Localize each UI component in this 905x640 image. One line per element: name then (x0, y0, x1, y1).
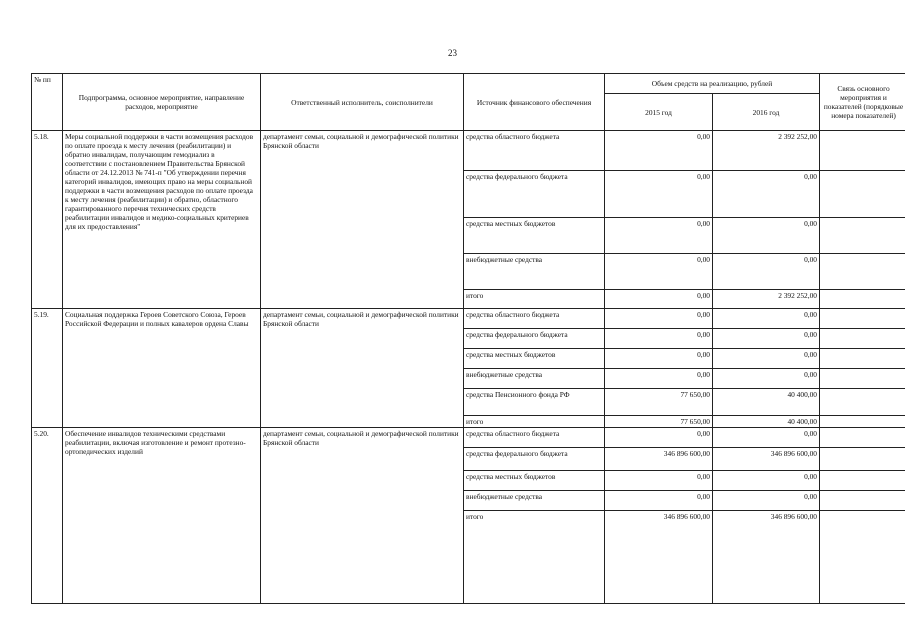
indicator-link-cell (820, 389, 905, 416)
section-number: 5.18. (32, 131, 63, 309)
funding-source: внебюджетные средства (464, 369, 605, 389)
amount-2015: 0,00 (605, 349, 713, 369)
header-link: Связь основного мероприятия и показателей (порядковые номера показателей) (820, 74, 905, 131)
amount-2016: 0,00 (713, 369, 820, 389)
indicator-link-cell (820, 171, 905, 218)
table-row (32, 131, 905, 171)
amount-2016: 0,00 (713, 428, 820, 448)
funding-source: средства федерального бюджета (464, 171, 605, 218)
amount-2016: 2 392 252,00 (713, 131, 820, 171)
amount-2015: 346 896 600,00 (605, 511, 713, 604)
section-title: Социальная поддержка Героев Советского Союза, Героев Российской Федерации и полных кавалеров ордена Славы (63, 309, 261, 428)
amount-2015: 0,00 (605, 290, 713, 309)
indicator-link-cell (820, 416, 905, 428)
indicator-link-cell (820, 309, 905, 329)
amount-2016: 0,00 (713, 254, 820, 290)
amount-2015: 0,00 (605, 471, 713, 491)
table-body (32, 131, 905, 604)
header-source: Источник финансового обеспечения (464, 74, 605, 131)
total-label: итого (464, 511, 605, 604)
funding-source: средства областного бюджета (464, 428, 605, 448)
funding-source: средства федерального бюджета (464, 448, 605, 471)
funding-source: средства федерального бюджета (464, 329, 605, 349)
amount-2016: 0,00 (713, 329, 820, 349)
header-subprogram: Подпрограмма, основное мероприятие, направление расходов, мероприятие (63, 74, 261, 131)
header-executor: Ответственный исполнитель, соисполнители (261, 74, 464, 131)
amount-2016: 40 400,00 (713, 416, 820, 428)
indicator-link-cell (820, 369, 905, 389)
amount-2016: 40 400,00 (713, 389, 820, 416)
section-number: 5.20. (32, 428, 63, 604)
indicator-link-cell (820, 349, 905, 369)
section-title: Меры социальной поддержки в части возмещения расходов по оплате проезда к месту лечения (реабилитации) и обратно инвалидам, получающим гемодиализ в соответствии с постановлением Правительства Брянской области от 24.12.2013 № 741-п "Об утверждении перечня категорий инвалидов, имеющих право на меры социальной поддержки в части возмещения расходов по оплате проезда к месту лечения (реабилитации) и обратно, областного гарантированного перечня технических средств реабилитации инвалидов и медико-социальных критериев для их предоставления" (63, 131, 261, 309)
amount-2015: 0,00 (605, 491, 713, 511)
amount-2015: 0,00 (605, 309, 713, 329)
header-2016: 2016 год (713, 94, 820, 131)
amount-2016: 0,00 (713, 309, 820, 329)
amount-2016: 0,00 (713, 171, 820, 218)
page-number: 23 (448, 48, 457, 58)
indicator-link-cell (820, 511, 905, 604)
section-executor: департамент семьи, социальной и демографической политики Брянской области (261, 428, 464, 604)
table-row (32, 428, 905, 448)
amount-2016: 0,00 (713, 218, 820, 254)
amount-2015: 77 650,00 (605, 389, 713, 416)
indicator-link-cell (820, 428, 905, 448)
indicator-link-cell (820, 329, 905, 349)
header-volume: Объем средств на реализацию, рублей (605, 74, 820, 94)
amount-2015: 0,00 (605, 428, 713, 448)
amount-2015: 0,00 (605, 369, 713, 389)
indicator-link-cell (820, 290, 905, 309)
funding-source: внебюджетные средства (464, 491, 605, 511)
amount-2016: 2 392 252,00 (713, 290, 820, 309)
indicator-link-cell (820, 491, 905, 511)
funding-source: средства местных бюджетов (464, 471, 605, 491)
funding-source: средства областного бюджета (464, 309, 605, 329)
indicator-link-cell (820, 254, 905, 290)
indicator-link-cell (820, 131, 905, 171)
amount-2015: 0,00 (605, 218, 713, 254)
funding-source: средства областного бюджета (464, 131, 605, 171)
amount-2016: 0,00 (713, 471, 820, 491)
budget-table (31, 73, 905, 604)
amount-2015: 0,00 (605, 131, 713, 171)
header-2015: 2015 год (605, 94, 713, 131)
amount-2016: 346 896 600,00 (713, 448, 820, 471)
total-label: итого (464, 290, 605, 309)
amount-2016: 0,00 (713, 349, 820, 369)
section-executor: департамент семьи, социальной и демографической политики Брянской области (261, 309, 464, 428)
funding-source: средства местных бюджетов (464, 218, 605, 254)
section-executor: департамент семьи, социальной и демографической политики Брянской области (261, 131, 464, 309)
funding-source: средства местных бюджетов (464, 349, 605, 369)
amount-2015: 77 650,00 (605, 416, 713, 428)
section-title: Обеспечение инвалидов техническими средствами реабилитации, включая изготовление и ремонт протезно-ортопедических изделий (63, 428, 261, 604)
indicator-link-cell (820, 448, 905, 471)
amount-2016: 0,00 (713, 491, 820, 511)
amount-2015: 0,00 (605, 329, 713, 349)
funding-source: средства Пенсионного фонда РФ (464, 389, 605, 416)
amount-2016: 346 896 600,00 (713, 511, 820, 604)
header-num: № пп (32, 74, 63, 131)
amount-2015: 0,00 (605, 254, 713, 290)
funding-source: внебюджетные средства (464, 254, 605, 290)
table-row (32, 309, 905, 329)
indicator-link-cell (820, 218, 905, 254)
amount-2015: 0,00 (605, 171, 713, 218)
indicator-link-cell (820, 471, 905, 491)
total-label: итого (464, 416, 605, 428)
section-number: 5.19. (32, 309, 63, 428)
amount-2015: 346 896 600,00 (605, 448, 713, 471)
